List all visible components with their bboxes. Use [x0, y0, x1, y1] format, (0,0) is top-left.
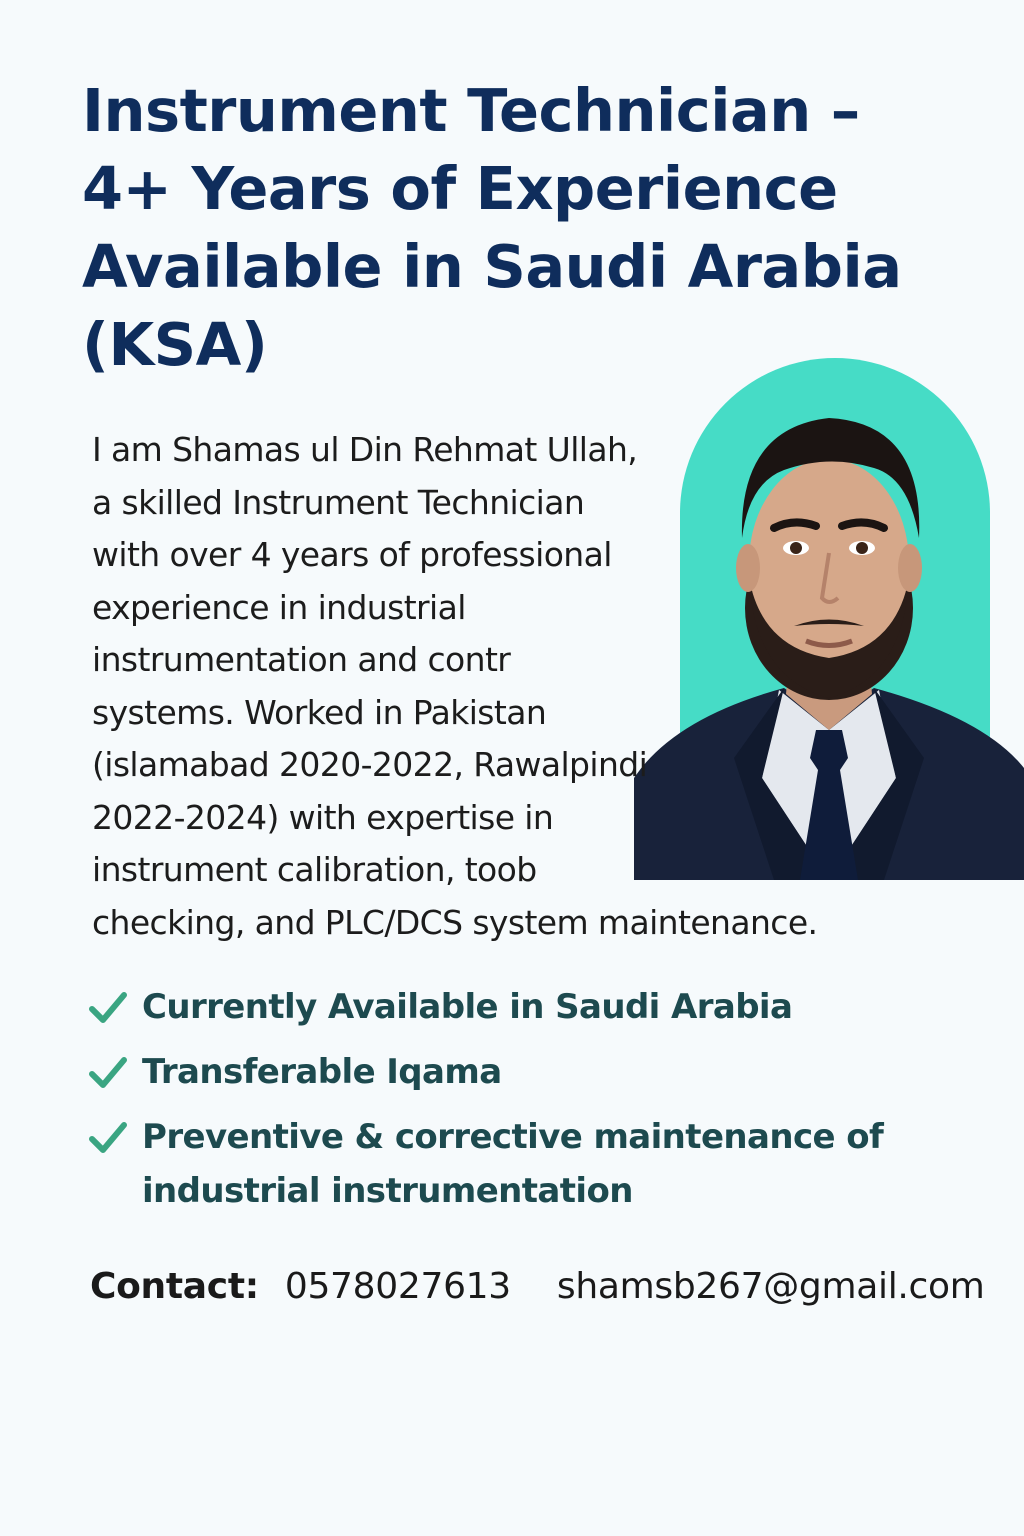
feature-list [88, 980, 968, 1229]
bio-line: with over 4 years of professional [92, 535, 612, 574]
headline [82, 72, 902, 384]
feature-text: Currently Available in Saudi Arabia [142, 987, 793, 1027]
bio-line: instrumentation and contr [92, 640, 511, 679]
feature-item [88, 980, 968, 1034]
contact-row [90, 1256, 985, 1316]
feature-item [88, 1045, 968, 1099]
bio-line: instrument calibration, toob [92, 850, 537, 889]
headline-line: (KSA) [82, 310, 268, 379]
headline-line: Available in Saudi Arabia [82, 232, 902, 301]
headline-line: Instrument Technician – [82, 76, 860, 145]
feature-text: Transferable Iqama [142, 1052, 502, 1092]
headline-line: 4+ Years of Experience [82, 154, 838, 223]
bio-paragraph [92, 424, 852, 949]
bio-line: I am Shamas ul Din Rehmat Ullah, [92, 430, 638, 469]
check-icon [88, 990, 128, 1026]
bio-line: a skilled Instrument Technician [92, 482, 585, 522]
contact-email[interactable]: shamsb267@gmail.com [556, 1265, 985, 1307]
feature-text: Preventive & corrective maintenance of [142, 1117, 884, 1157]
bio-line: checking, and PLC/DCS system maintenance. [92, 902, 818, 942]
bio-line: 2022-2024) with expertise in [92, 797, 554, 837]
check-icon [88, 1120, 128, 1156]
bio-line: (islamabad 2020-2022, Rawalpindi [92, 745, 648, 784]
contact-phone[interactable]: 0578027613 [284, 1265, 511, 1307]
check-icon [88, 1055, 128, 1091]
contact-label: Contact: [90, 1265, 259, 1307]
feature-text: industrial instrumentation [142, 1171, 633, 1211]
bio-line: systems. Worked in Pakistan [92, 692, 547, 732]
bio-line: experience in industrial [92, 587, 466, 627]
feature-item [88, 1110, 968, 1218]
